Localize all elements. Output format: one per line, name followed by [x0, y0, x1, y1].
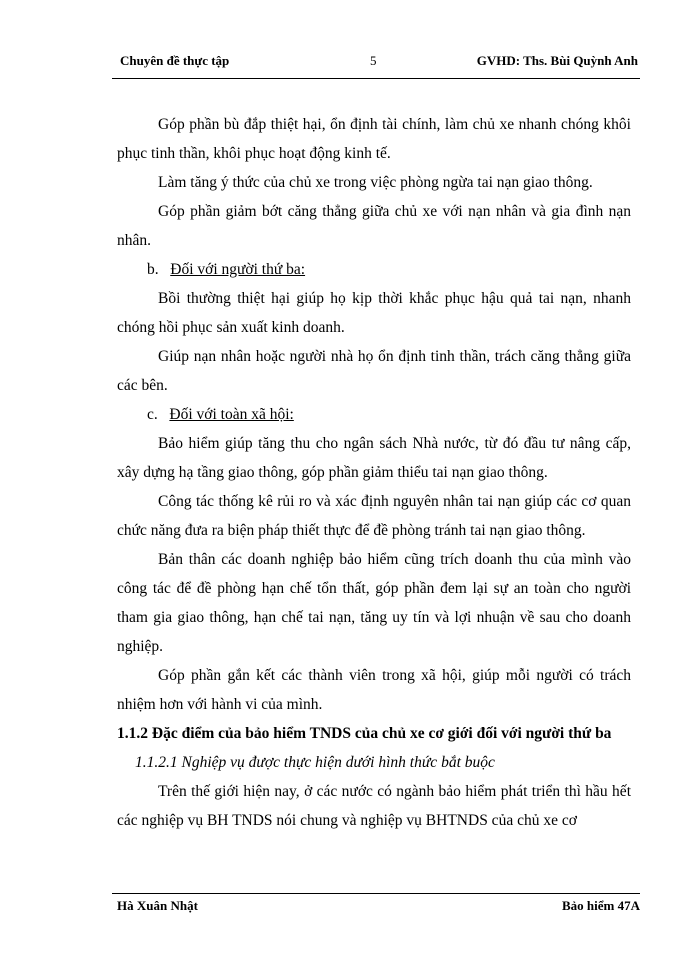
header-right: GVHD: Ths. Bùi Quỳnh Anh — [476, 53, 638, 68]
paragraph: Trên thế giới hiện nay, ở các nước có ngành bảo hiểm phát triển thì hầu hết các nghiệp vụ BH TNDS nói chung và nghiệp vụ BHTNDS của chủ xe cơ — [117, 783, 631, 829]
subsection-heading: 1.1.2.1 Nghiệp vụ được thực hiện dưới hình thức bắt buộc — [135, 754, 495, 771]
paragraph: Góp phần gắn kết các thành viên trong xã hội, giúp mỗi người có trách nhiệm hơn với hành vi của mình. — [117, 667, 631, 713]
subsection-b — [117, 255, 631, 284]
footer-class: Bảo hiểm 47A — [562, 898, 640, 913]
paragraph: Công tác thống kê rủi ro và xác định nguyên nhân tai nạn giúp các cơ quan chức năng đưa ra biện pháp thiết thực để đề phòng tránh tai nạn giao thông. — [117, 493, 631, 539]
footer-divider — [112, 893, 640, 894]
paragraph: Giúp nạn nhân hoặc người nhà họ ổn định tinh thần, trách căng thẳng giữa các bên. — [117, 348, 631, 394]
paragraph: Bảo hiểm giúp tăng thu cho ngân sách Nhà nước, từ đó đầu tư nâng cấp, xây dựng hạ tầng giao thông, góp phần giảm thiểu tai nạn giao thông. — [117, 435, 631, 481]
subsection-c — [117, 400, 631, 429]
subsection-marker: b. — [147, 261, 159, 278]
header-divider — [112, 78, 640, 79]
paragraph: Góp phần giảm bớt căng thẳng giữa chủ xe với nạn nhân và gia đình nạn nhân. — [117, 203, 631, 249]
paragraph: Góp phần bù đắp thiệt hại, ổn định tài chính, làm chủ xe nhanh chóng khôi phục tinh thần, khôi phục hoạt động kinh tế. — [117, 116, 631, 162]
subsection-title: Đối với toàn xã hội: — [169, 406, 294, 423]
paragraph: Bồi thường thiệt hại giúp họ kịp thời khắc phục hậu quả tai nạn, nhanh chóng hồi phục sản xuất kinh doanh. — [117, 290, 631, 336]
paragraph: Làm tăng ý thức của chủ xe trong việc phòng ngừa tai nạn giao thông. — [158, 174, 593, 191]
paragraph: Bản thân các doanh nghiệp bảo hiểm cũng trích doanh thu của mình vào công tác để đề phòng hạn chế tổn thất, góp phần đem lại sự an toàn cho người tham gia giao thông, hạn chế tai nạn, tăng uy tín và lợi nhuận về sau cho doanh nghiệp. — [117, 551, 631, 655]
section-heading: 1.1.2 Đặc điểm của bảo hiểm TNDS của chủ xe cơ giới đối với người thứ ba — [117, 725, 612, 742]
document-body — [117, 110, 631, 835]
page-number: 5 — [370, 53, 377, 68]
footer-author: Hà Xuân Nhật — [117, 898, 198, 913]
subsection-title: Đối với người thứ ba: — [170, 261, 306, 278]
header-left: Chuyên đề thực tập — [120, 53, 230, 68]
subsection-marker: c. — [147, 406, 158, 423]
